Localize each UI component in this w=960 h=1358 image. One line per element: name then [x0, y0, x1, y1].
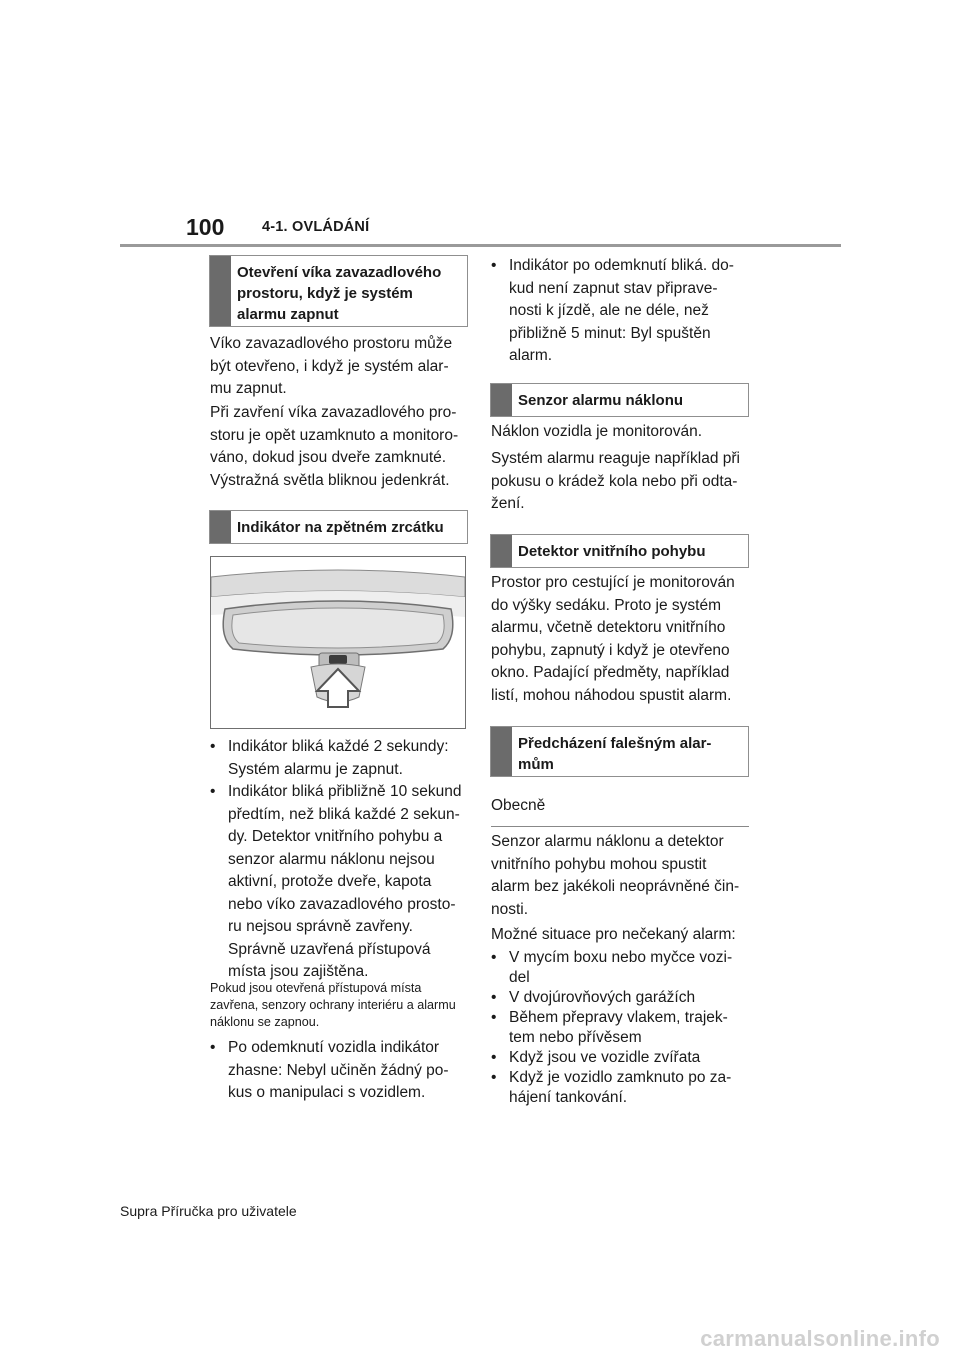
note-text: Pokud jsou otevřená přístupová místa zavřena, senzory ochrany interiéru a alarmu náklonu se zapnou.: [210, 981, 456, 1029]
heading-text: Otevření víka zavazadlového prostoru, když je systém alarmu zapnut: [237, 264, 442, 323]
watermark: carmanualsonline.info: [700, 1326, 940, 1351]
section-title: 4-1. OVLÁDÁNÍ: [262, 219, 370, 235]
heading-marker: [491, 384, 512, 416]
heading-trunk-opening: [209, 255, 468, 327]
heading-false-alarms: [490, 726, 749, 777]
subheading-general: Obecně: [491, 797, 546, 814]
paragraph: Senzor alarmu náklonu a detektor vnitřního pohybu mohou spustit alarm bez jakékoli neoprávněné čin-nosti.: [491, 833, 740, 918]
list-item: • Indikátor bliká přibližně 10 sekund předtím, než bliká každé 2 sekun-dy. Detektor vnitřního pohybu a senzor alarmu náklonu nejsou aktivní, protože dveře, kapota nebo víko zavazadlového prosto-ru nejsou správně zavřeny. Správně uzavřená přístupová místa jsou zajištěna.: [210, 781, 468, 984]
list-item: • V dvojúrovňových garážích: [491, 988, 749, 1008]
paragraph: Možné situace pro nečekaný alarm:: [491, 926, 736, 943]
list-item: • Když je vozidlo zamknuto po za-hájení tankování.: [491, 1068, 749, 1108]
heading-marker: [491, 727, 512, 776]
list-item: • Po odemknutí vozidla indikátor zhasne: Nebyl učiněn žádný po-kus o manipulaci s vozidlem.: [210, 1037, 468, 1105]
page-number: 100: [186, 214, 225, 240]
heading-marker: [210, 256, 231, 326]
indicator-bullet-list: [210, 736, 468, 984]
situations-bullet-list: [491, 948, 749, 1108]
paragraph: Náklon vozidla je monitorován.: [491, 423, 703, 440]
heading-mirror-indicator: [209, 510, 468, 544]
rearview-mirror-illustration: [210, 556, 466, 729]
paragraph: Při zavření víka zavazadlového pro-storu je opět uzamknuto a monitoro-váno, dokud jsou dveře zamknuté. Výstražná světla bliknou jedenkrát.: [210, 404, 459, 489]
list-item: • Když jsou ve vozidle zvířata: [491, 1048, 749, 1068]
heading-text: Detektor vnitřního pohybu: [518, 543, 706, 560]
heading-marker: [491, 535, 512, 567]
heading-motion-detector: [490, 534, 749, 568]
heading-tilt-sensor: [490, 383, 749, 417]
list-item: • Indikátor bliká každé 2 sekundy: Systém alarmu je zapnut.: [210, 736, 468, 781]
alarm-bullet-list: [491, 255, 749, 368]
subheading-divider: [491, 826, 749, 827]
list-item: • Indikátor po odemknutí bliká. do-kud není zapnut stav připrave-nosti k jízdě, ale ne déle, než přibližně 5 minut: Byl spuštěn alarm.: [491, 255, 749, 368]
mirror-drawing: [211, 557, 465, 728]
paragraph: Systém alarmu reaguje například při pokusu o krádež kola nebo při odta-žení.: [491, 450, 740, 512]
unlock-bullet-list: [210, 1037, 468, 1105]
heading-text: Předcházení falešným alar-mům: [518, 735, 712, 773]
heading-marker: [210, 511, 231, 543]
heading-text: Senzor alarmu náklonu: [518, 392, 684, 409]
footer-text: Supra Příručka pro uživatele: [120, 1203, 297, 1219]
paragraph: Víko zavazadlového prostoru může být otevřeno, i když je systém alar-mu zapnut.: [210, 335, 453, 397]
header-divider: [120, 244, 841, 247]
heading-text: Indikátor na zpětném zrcátku: [237, 519, 444, 536]
list-item: • V mycím boxu nebo myčce vozi-del: [491, 948, 749, 988]
list-item: • Během přepravy vlakem, trajek-tem nebo přívěsem: [491, 1008, 749, 1048]
paragraph: Prostor pro cestující je monitorován do výšky sedáku. Proto je systém alarmu, včetně detektoru vnitřního pohybu, zapnutý i když je otevřeno okno. Padající předměty, například listí, mohou náhodou spustit alarm.: [491, 574, 735, 704]
